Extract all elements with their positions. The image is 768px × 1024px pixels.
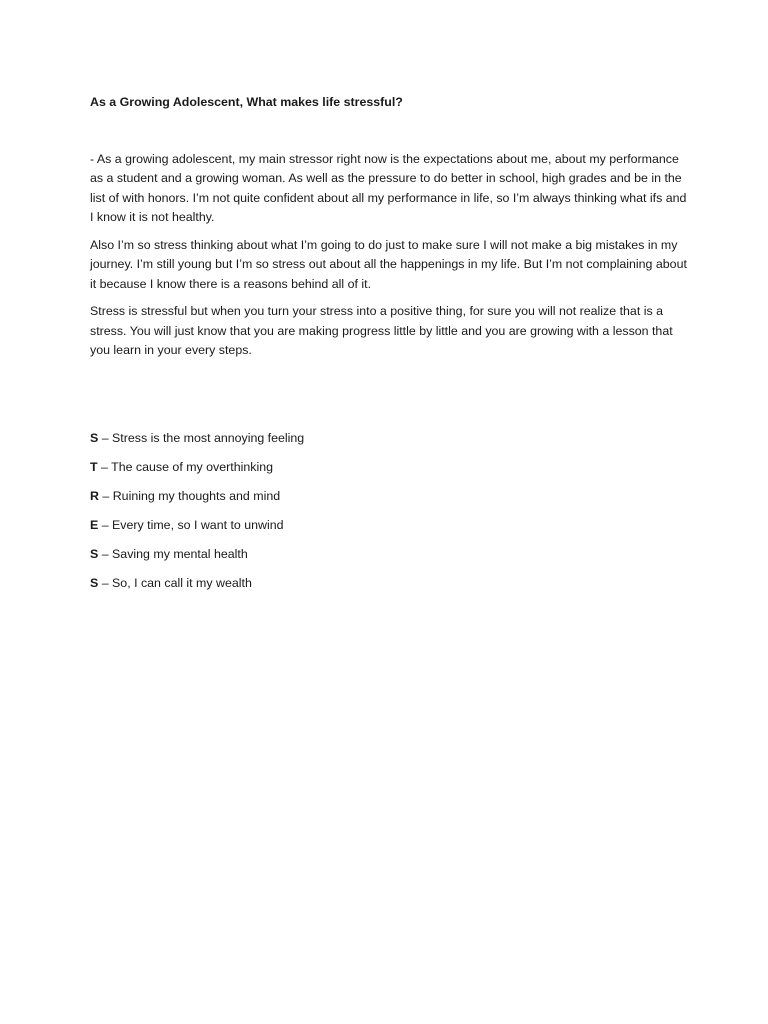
acrostic-line-5 bbox=[90, 545, 690, 565]
paragraph-2: Also I’m so stress thinking about what I’m going to do just to make sure I will not make a big mistakes in my journey. I’m still young but I’m so stress out about all the happenings in my life. But I’m not complaining about it because I know there is a reasons behind all of it. bbox=[90, 237, 687, 291]
paragraph-1: - As a growing adolescent, my main stressor right now is the expectations about me, about my performance as a student and a growing woman. As well as the pressure to do better in school, high grades and be in the list of with honors. I’m not quite confident about all my performance in life, so I’m always thinking what ifs and I know it is not healthy. bbox=[90, 151, 687, 224]
document-body bbox=[90, 93, 690, 603]
acrostic-line-1 bbox=[90, 429, 690, 449]
acrostic-line-2 bbox=[90, 458, 690, 478]
acrostic-line-4 bbox=[90, 516, 690, 536]
acrostic-letter: T bbox=[90, 459, 98, 474]
acrostic-text: – The cause of my overthinking bbox=[97, 459, 273, 474]
acrostic-text: – Every time, so I want to unwind bbox=[98, 517, 284, 532]
paragraph-3: Stress is stressful but when you turn your stress into a positive thing, for sure you will not realize that is a stress. You will just know that you are making progress little by little and you are growing with a lesson that you learn in your every steps. bbox=[90, 304, 673, 357]
acrostic-text: – Saving my mental health bbox=[98, 546, 248, 561]
acrostic-line-3 bbox=[90, 487, 690, 507]
acrostic-text: – Ruining my thoughts and mind bbox=[98, 488, 281, 503]
acrostic-line-6 bbox=[90, 574, 690, 594]
acrostic-letter: S bbox=[90, 575, 99, 590]
document-title: As a Growing Adolescent, What makes life stressful? bbox=[90, 95, 403, 109]
acrostic-text: – Stress is the most annoying feeling bbox=[98, 430, 305, 445]
acrostic-letter: E bbox=[90, 517, 99, 532]
acrostic-text: – So, I can call it my wealth bbox=[98, 575, 252, 590]
acrostic-letter: R bbox=[90, 488, 99, 503]
acrostic-poem bbox=[90, 429, 690, 594]
acrostic-letter: S bbox=[90, 546, 99, 561]
acrostic-letter: S bbox=[90, 430, 99, 445]
